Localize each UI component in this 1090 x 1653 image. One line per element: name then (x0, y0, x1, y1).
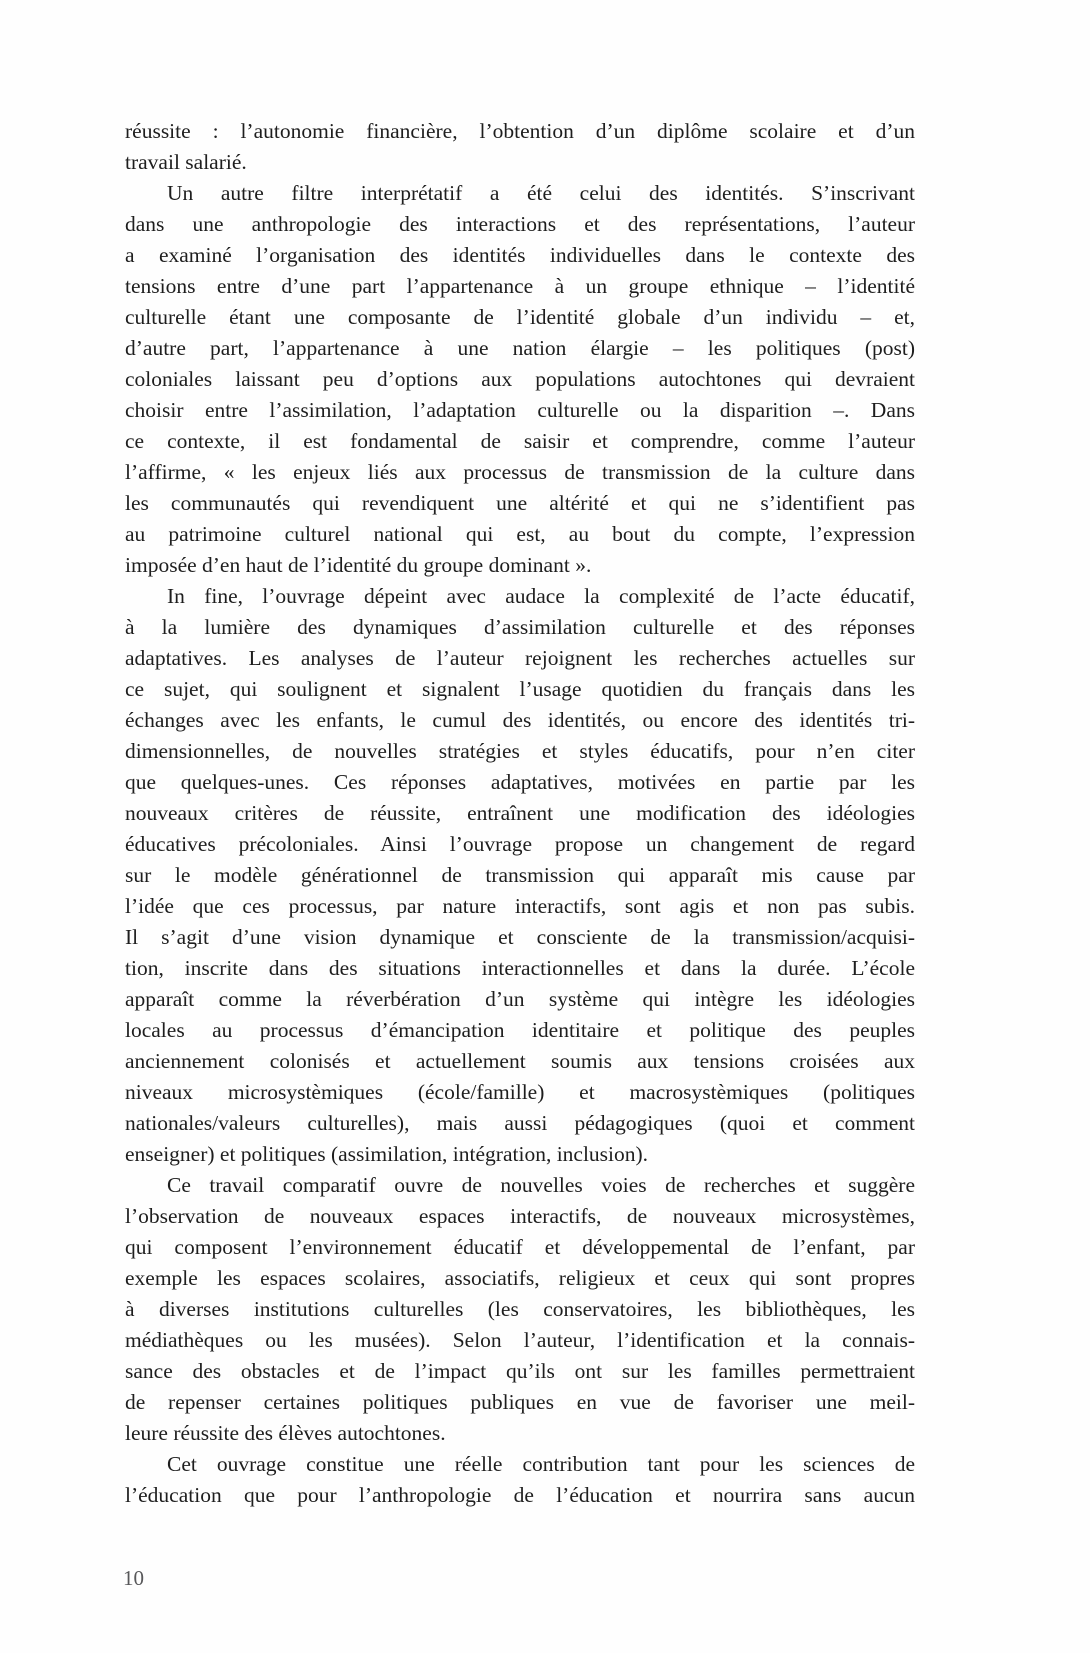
text-line: anciennement colonisés et actuellement soumis aux tensions croisées aux (125, 1049, 915, 1073)
text-line: imposée d’en haut de l’identité du groupe dominant ». (125, 553, 592, 577)
text-line: réussite : l’autonomie financière, l’obtention d’un diplôme scolaire et d’un (125, 119, 915, 143)
paragraph (125, 178, 915, 581)
text-line: travail salarié. (125, 150, 247, 174)
text-line: adaptatives. Les analyses de l’auteur rejoignent les recherches actuelles sur (125, 646, 915, 670)
text-line: nouveaux critères de réussite, entraînent une modification des idéologies (125, 801, 915, 825)
text-line: locales au processus d’émancipation identitaire et politique des peuples (125, 1018, 915, 1042)
text-line: médiathèques ou les musées). Selon l’auteur, l’identification et la connais- (125, 1328, 915, 1352)
text-line: Ce travail comparatif ouvre de nouvelles voies de recherches et suggère (167, 1173, 915, 1197)
text-line: sur le modèle générationnel de transmission qui apparaît mis cause par (125, 863, 915, 887)
text-line: nationales/valeurs culturelles), mais aussi pédagogiques (quoi et comment (125, 1111, 915, 1135)
text-line: leure réussite des élèves autochtones. (125, 1421, 446, 1445)
text-line: à la lumière des dynamiques d’assimilation culturelle et des réponses (125, 615, 915, 639)
text-line: l’idée que ces processus, par nature interactifs, sont agis et non pas subis. (125, 894, 915, 918)
text-line: éducatives précoloniales. Ainsi l’ouvrage propose un changement de regard (125, 832, 915, 856)
text-line: ce sujet, qui soulignent et signalent l’usage quotidien du français dans les (125, 677, 915, 701)
text-line: qui composent l’environnement éducatif et développemental de l’enfant, par (125, 1235, 915, 1259)
text-line: dans une anthropologie des interactions et des représentations, l’auteur (125, 212, 915, 236)
text-line: a examiné l’organisation des identités individuelles dans le contexte des (125, 243, 915, 267)
paragraph (125, 1449, 915, 1511)
text-line: enseigner) et politiques (assimilation, intégration, inclusion). (125, 1142, 649, 1166)
text-line: In fine, l’ouvrage dépeint avec audace la complexité de l’acte éducatif, (167, 584, 915, 608)
page-number: 10 (123, 1566, 144, 1590)
text-line: culturelle étant une composante de l’identité globale d’un individu – et, (125, 305, 915, 329)
text-line: Il s’agit d’une vision dynamique et consciente de la transmission/acquisi- (125, 925, 915, 949)
paragraph (125, 581, 915, 1170)
body-text (125, 116, 915, 1511)
text-line: sance des obstacles et de l’impact qu’ils ont sur les familles permettraient (125, 1359, 915, 1383)
text-line: que quelques-unes. Ces réponses adaptatives, motivées en partie par les (125, 770, 915, 794)
text-line: Un autre filtre interprétatif a été celui des identités. S’inscrivant (167, 181, 915, 205)
text-line: tensions entre d’une part l’appartenance à un groupe ethnique – l’identité (125, 274, 915, 298)
text-line: d’autre part, l’appartenance à une nation élargie – les politiques (post) (125, 336, 915, 360)
text-line: de repenser certaines politiques publiques en vue de favoriser une meil- (125, 1390, 915, 1414)
text-line: l’affirme, « les enjeux liés aux processus de transmission de la culture dans (125, 460, 915, 484)
paragraph (125, 1170, 915, 1449)
text-line: apparaît comme la réverbération d’un système qui intègre les idéologies (125, 987, 915, 1011)
text-line: les communautés qui revendiquent une altérité et qui ne s’identifient pas (125, 491, 915, 515)
text-line: au patrimoine culturel national qui est, au bout du compte, l’expression (125, 522, 915, 546)
text-line: échanges avec les enfants, le cumul des identités, ou encore des identités tri- (125, 708, 915, 732)
text-line: exemple les espaces scolaires, associatifs, religieux et ceux qui sont propres (125, 1266, 915, 1290)
text-line: niveaux microsystèmiques (école/famille) et macrosystèmiques (politiques (125, 1080, 915, 1104)
text-line: l’éducation que pour l’anthropologie de l’éducation et nourrira sans aucun (125, 1483, 915, 1507)
text-line: l’observation de nouveaux espaces interactifs, de nouveaux microsystèmes, (125, 1204, 915, 1228)
text-line: ce contexte, il est fondamental de saisir et comprendre, comme l’auteur (125, 429, 915, 453)
text-line: coloniales laissant peu d’options aux populations autochtones qui devraient (125, 367, 915, 391)
text-line: tion, inscrite dans des situations interactionnelles et dans la durée. L’école (125, 956, 915, 980)
text-line: choisir entre l’assimilation, l’adaptation culturelle ou la disparition –. Dans (125, 398, 915, 422)
text-line: Cet ouvrage constitue une réelle contribution tant pour les sciences de (167, 1452, 915, 1476)
text-line: dimensionnelles, de nouvelles stratégies et styles éducatifs, pour n’en citer (125, 739, 915, 763)
text-line: à diverses institutions culturelles (les conservatoires, les bibliothèques, les (125, 1297, 915, 1321)
paragraph (125, 116, 915, 178)
